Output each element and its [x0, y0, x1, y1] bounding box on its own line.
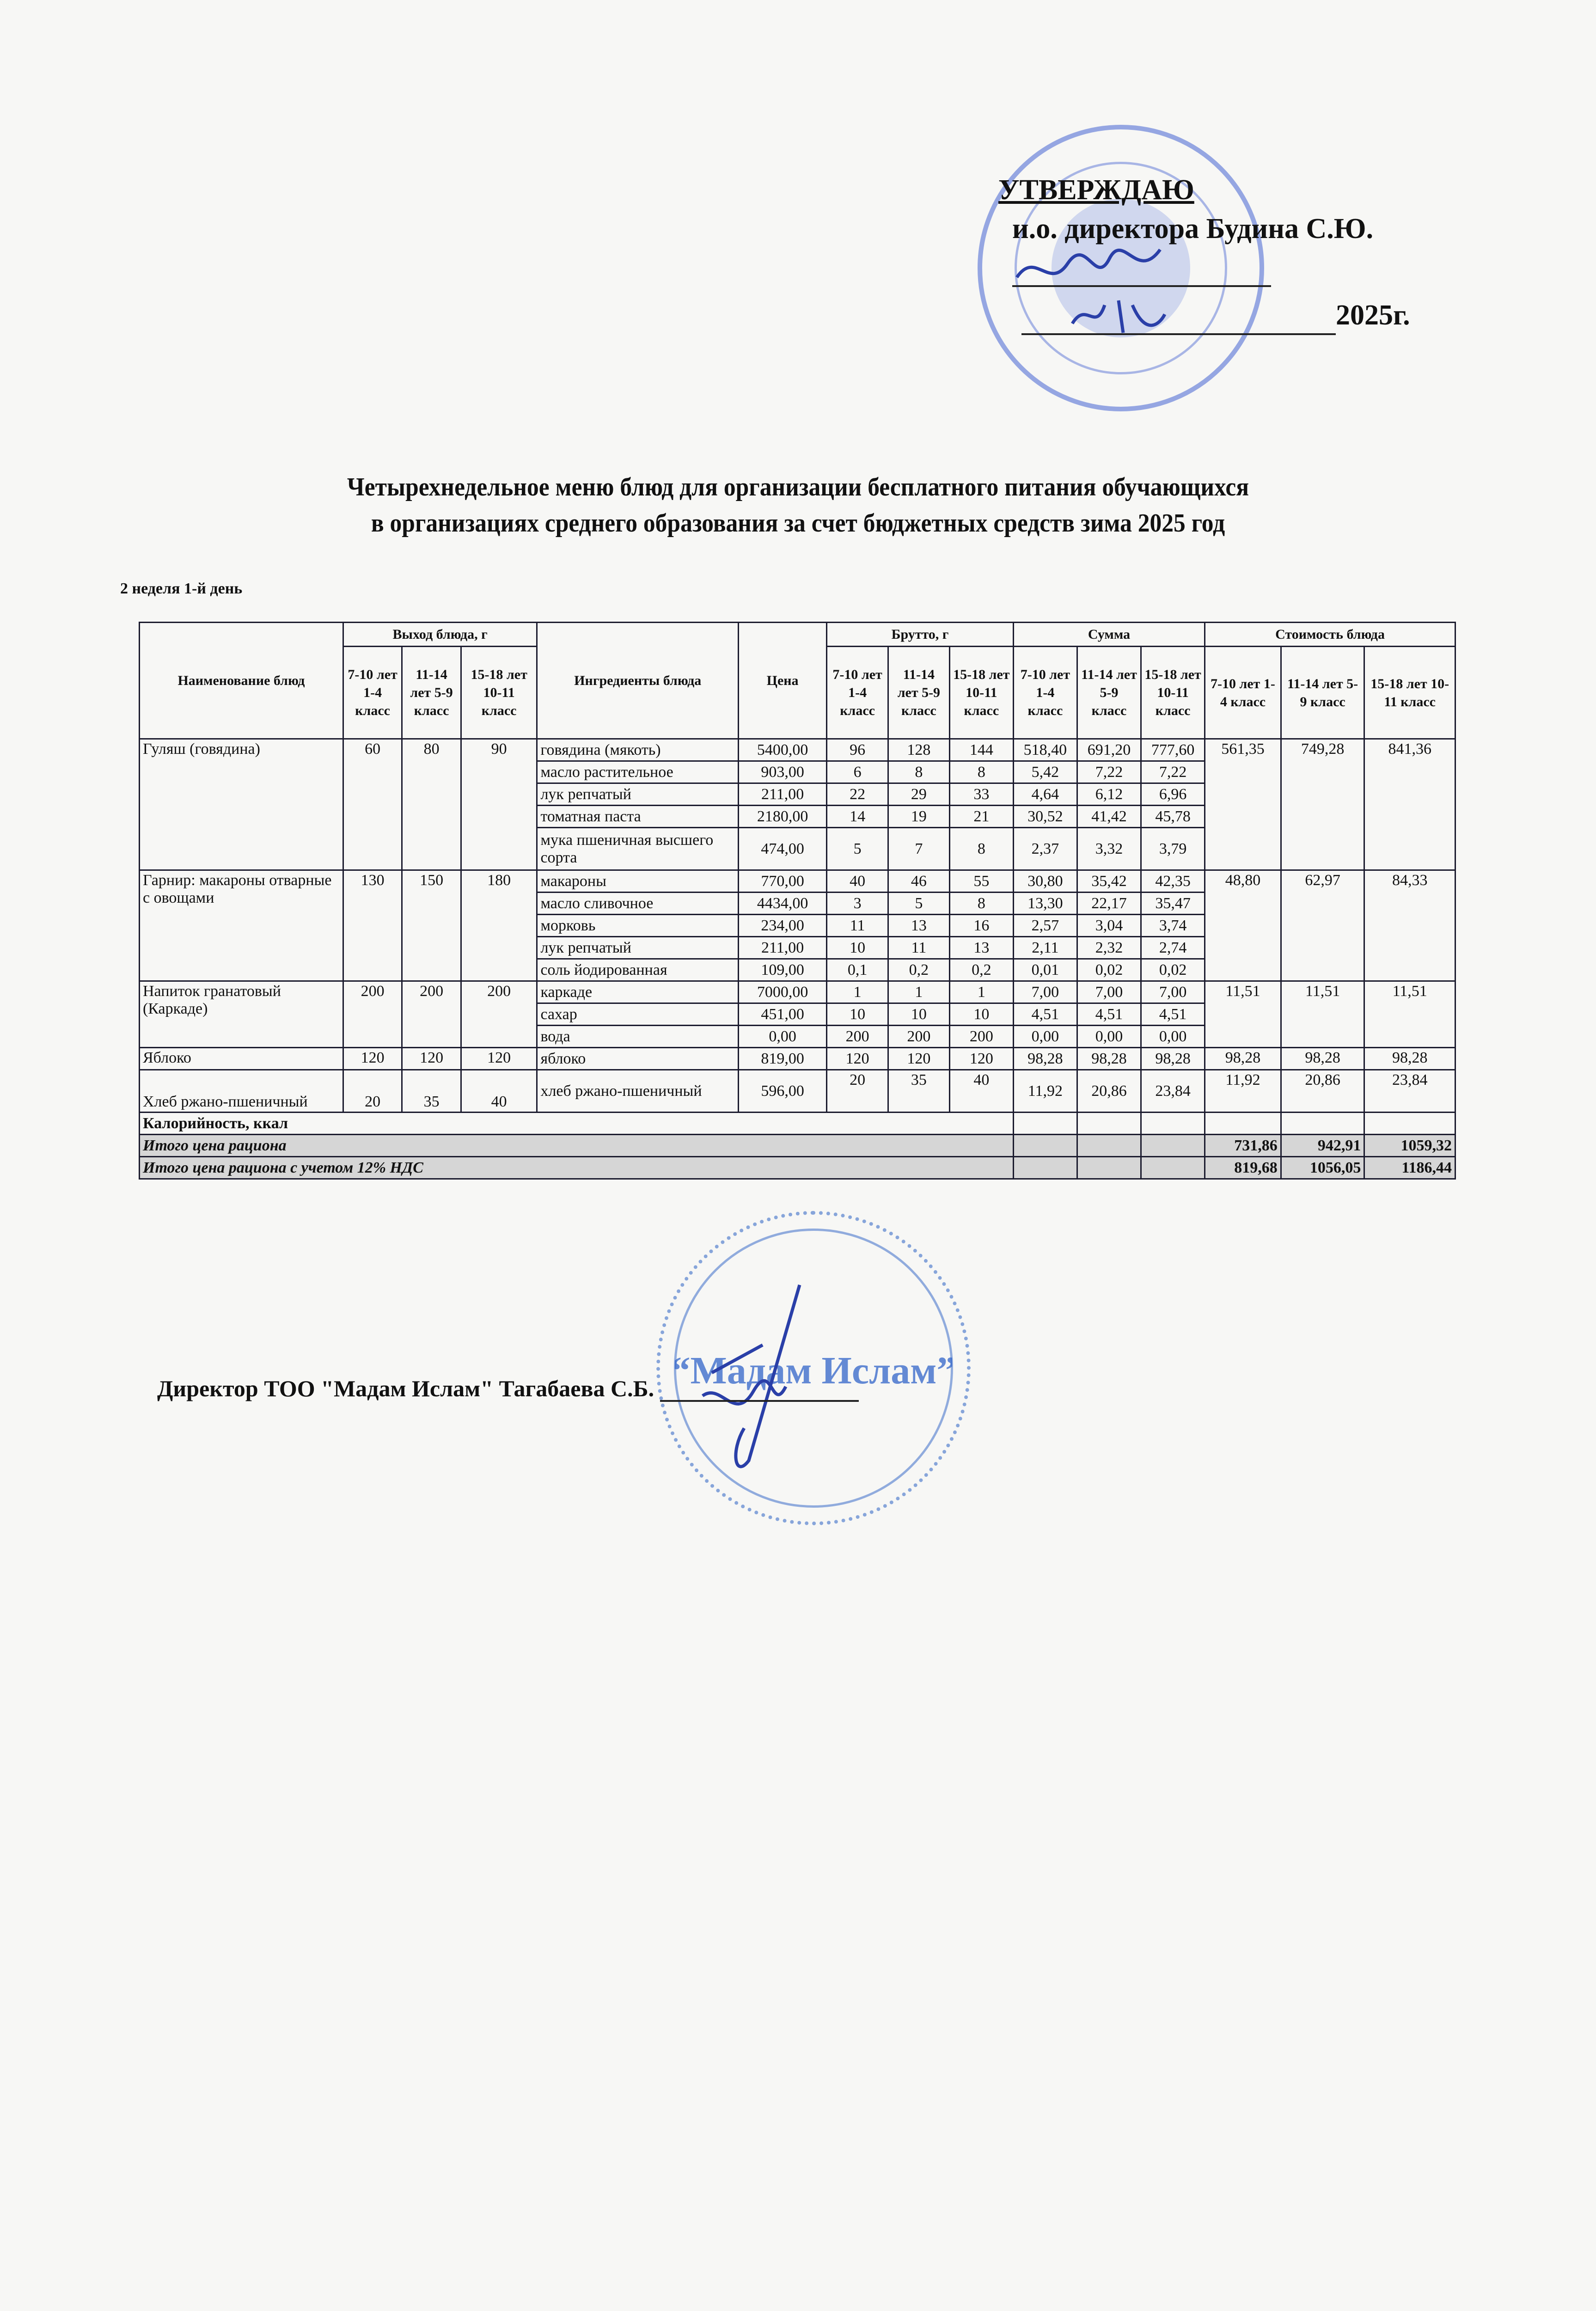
dish-yield: 40	[461, 1070, 537, 1113]
ingredient-price: 7000,00	[739, 981, 827, 1003]
ingredient-brutto: 13	[888, 915, 949, 937]
dish-cost: 48,80	[1205, 870, 1281, 981]
ingredient-name: яблоко	[537, 1048, 739, 1070]
ingredient-sum: 35,42	[1077, 870, 1141, 893]
ingredient-sum: 45,78	[1141, 806, 1205, 828]
header-dish-name: Наименование блюд	[140, 623, 343, 739]
ingredient-name: говядина (мякоть)	[537, 739, 739, 761]
ingredient-price: 819,00	[739, 1048, 827, 1070]
header-cost-col: 7-10 лет 1-4 класс	[1205, 647, 1281, 739]
ingredient-name: хлеб ржано-пшеничный	[537, 1070, 739, 1113]
ingredient-price: 2180,00	[739, 806, 827, 828]
ingredient-name: сахар	[537, 1003, 739, 1026]
totals-value: 1056,05	[1281, 1157, 1364, 1179]
ingredient-brutto: 40	[827, 870, 888, 893]
header-yield-col: 7-10 лет 1-4 класс	[343, 647, 402, 739]
totals-body	[140, 1113, 1455, 1179]
dish-yield: 200	[461, 981, 537, 1048]
ingredient-sum: 4,51	[1077, 1003, 1141, 1026]
ingredient-brutto: 10	[888, 1003, 949, 1026]
totals-row	[140, 1157, 1455, 1179]
approval-signature-line	[1012, 248, 1410, 287]
ingredient-price: 109,00	[739, 959, 827, 981]
ingredient-sum: 0,00	[1013, 1026, 1077, 1048]
ingredient-brutto: 11	[888, 937, 949, 959]
ingredient-sum: 13,30	[1013, 893, 1077, 915]
dish-yield: 90	[461, 739, 537, 870]
ingredient-brutto: 46	[888, 870, 949, 893]
ingredient-brutto: 5	[888, 893, 949, 915]
header-yield-col: 15-18 лет 10-11 класс	[461, 647, 537, 739]
ingredient-price: 596,00	[739, 1070, 827, 1113]
totals-value: 942,91	[1281, 1135, 1364, 1157]
ingredient-name: лук репчатый	[537, 783, 739, 806]
ingredient-brutto: 120	[827, 1048, 888, 1070]
dish-cost: 11,51	[1205, 981, 1281, 1048]
ingredient-sum: 691,20	[1077, 739, 1141, 761]
ingredient-sum: 518,40	[1013, 739, 1077, 761]
dish-cost: 20,86	[1281, 1070, 1364, 1113]
dish-yield: 180	[461, 870, 537, 981]
ingredient-brutto: 40	[949, 1070, 1013, 1113]
ingredient-brutto: 3	[827, 893, 888, 915]
ingredient-brutto: 6	[827, 761, 888, 783]
ingredient-sum: 5,42	[1013, 761, 1077, 783]
ingredient-brutto: 200	[888, 1026, 949, 1048]
dish-name: Напиток гранатовый (Каркаде)	[140, 981, 343, 1048]
dish-cost: 841,36	[1364, 739, 1455, 870]
ingredient-sum: 0,02	[1077, 959, 1141, 981]
approval-year: 2025г.	[1336, 300, 1410, 331]
ingredient-brutto: 120	[949, 1048, 1013, 1070]
title-line-2: в организациях среднего образования за счет бюджетных средств зима 2025 год	[371, 509, 1225, 538]
header-sum: Сумма	[1013, 623, 1205, 647]
dish-cost: 23,84	[1364, 1070, 1455, 1113]
totals-value	[1205, 1113, 1281, 1135]
ingredient-sum: 2,11	[1013, 937, 1077, 959]
ingredient-sum: 4,51	[1013, 1003, 1077, 1026]
dish-name: Гуляш (говядина)	[140, 739, 343, 870]
ingredient-sum: 7,00	[1077, 981, 1141, 1003]
ingredient-price: 903,00	[739, 761, 827, 783]
totals-empty-cell	[1141, 1113, 1205, 1135]
ingredient-name: морковь	[537, 915, 739, 937]
dish-cost: 11,51	[1364, 981, 1455, 1048]
director-line	[157, 1375, 859, 1402]
dish-cost: 98,28	[1364, 1048, 1455, 1070]
ingredient-brutto: 10	[827, 937, 888, 959]
ingredient-brutto: 8	[949, 893, 1013, 915]
header-cost: Стоимость блюда	[1205, 623, 1455, 647]
header-cost-col: 11-14 лет 5-9 класс	[1281, 647, 1364, 739]
ingredient-brutto: 8	[888, 761, 949, 783]
ingredient-brutto: 7	[888, 828, 949, 870]
ingredient-brutto: 5	[827, 828, 888, 870]
ingredient-sum: 23,84	[1141, 1070, 1205, 1113]
dish-name: Хлеб ржано-пшеничный	[140, 1070, 343, 1113]
totals-empty-cell	[1013, 1135, 1077, 1157]
ingredient-sum: 7,00	[1141, 981, 1205, 1003]
ingredient-name: вода	[537, 1026, 739, 1048]
title-line-1: Четырехнедельное меню блюд для организации бесплатного питания обучающихся	[347, 473, 1249, 501]
ingredient-brutto: 200	[949, 1026, 1013, 1048]
ingredient-brutto: 8	[949, 828, 1013, 870]
header-brutto-col: 7-10 лет 1-4 класс	[827, 647, 888, 739]
dish-cost: 11,92	[1205, 1070, 1281, 1113]
header-sum-col: 15-18 лет 10-11 класс	[1141, 647, 1205, 739]
ingredient-row	[140, 1048, 1455, 1070]
ingredient-brutto: 10	[827, 1003, 888, 1026]
ingredient-price: 211,00	[739, 937, 827, 959]
dish-yield: 60	[343, 739, 402, 870]
ingredient-sum: 777,60	[1141, 739, 1205, 761]
totals-empty-cell	[1141, 1157, 1205, 1179]
ingredient-sum: 35,47	[1141, 893, 1205, 915]
ingredient-brutto: 10	[949, 1003, 1013, 1026]
totals-value: 731,86	[1205, 1135, 1281, 1157]
header-brutto-col: 15-18 лет 10-11 класс	[949, 647, 1013, 739]
ingredient-row	[140, 870, 1455, 893]
ingredient-brutto: 200	[827, 1026, 888, 1048]
totals-empty-cell	[1141, 1135, 1205, 1157]
totals-value	[1281, 1113, 1364, 1135]
totals-empty-cell	[1013, 1113, 1077, 1135]
ingredient-sum: 98,28	[1141, 1048, 1205, 1070]
ingredient-brutto: 144	[949, 739, 1013, 761]
ingredient-brutto: 35	[888, 1070, 949, 1113]
header-brutto: Брутто, г	[827, 623, 1014, 647]
totals-empty-cell	[1013, 1157, 1077, 1179]
ingredient-sum: 11,92	[1013, 1070, 1077, 1113]
ingredient-brutto: 120	[888, 1048, 949, 1070]
header-yield: Выход блюда, г	[343, 623, 537, 647]
totals-row	[140, 1113, 1455, 1135]
dish-name: Гарнир: макароны отварные с овощами	[140, 870, 343, 981]
ingredient-price: 5400,00	[739, 739, 827, 761]
ingredient-name: томатная паста	[537, 806, 739, 828]
header-brutto-col: 11-14 лет 5-9 класс	[888, 647, 949, 739]
signature-line	[1012, 267, 1271, 287]
ingredient-name: макароны	[537, 870, 739, 893]
approval-position: и.о. директора Будина С.Ю.	[1012, 213, 1374, 245]
dish-name: Яблоко	[140, 1048, 343, 1070]
dish-yield: 200	[402, 981, 461, 1048]
ingredient-name: мука пшеничная высшего сорта	[537, 828, 739, 870]
ingredient-brutto: 96	[827, 739, 888, 761]
ingredient-sum: 7,00	[1013, 981, 1077, 1003]
header-price: Цена	[739, 623, 827, 739]
document-title	[64, 469, 1532, 542]
ingredient-price: 770,00	[739, 870, 827, 893]
menu-body	[140, 739, 1455, 1113]
ingredient-price: 451,00	[739, 1003, 827, 1026]
ingredient-brutto: 21	[949, 806, 1013, 828]
header-yield-col: 11-14 лет 5-9 класс	[402, 647, 461, 739]
ingredient-brutto: 0,2	[949, 959, 1013, 981]
ingredient-sum: 0,00	[1077, 1026, 1141, 1048]
ingredient-name: масло сливочное	[537, 893, 739, 915]
ingredient-brutto: 19	[888, 806, 949, 828]
ingredient-sum: 98,28	[1013, 1048, 1077, 1070]
dish-yield: 150	[402, 870, 461, 981]
ingredient-sum: 4,64	[1013, 783, 1077, 806]
svg-text:“Мадам Ислам”: “Мадам Ислам”	[675, 1349, 952, 1392]
dish-yield: 120	[343, 1048, 402, 1070]
dish-yield: 120	[461, 1048, 537, 1070]
ingredient-brutto: 1	[827, 981, 888, 1003]
dish-cost: 84,33	[1364, 870, 1455, 981]
ingredient-brutto: 22	[827, 783, 888, 806]
dish-yield: 35	[402, 1070, 461, 1113]
header-sum-col: 11-14 лет 5-9 класс	[1077, 647, 1141, 739]
ingredient-brutto: 0,2	[888, 959, 949, 981]
ingredient-sum: 2,57	[1013, 915, 1077, 937]
ingredient-brutto: 1	[888, 981, 949, 1003]
ingredient-brutto: 8	[949, 761, 1013, 783]
dish-yield: 80	[402, 739, 461, 870]
ingredient-brutto: 29	[888, 783, 949, 806]
ingredient-brutto: 1	[949, 981, 1013, 1003]
ingredient-brutto: 16	[949, 915, 1013, 937]
approval-heading: УТВЕРЖДАЮ	[998, 174, 1194, 206]
ingredient-price: 474,00	[739, 828, 827, 870]
totals-label: Итого цена рациона с учетом 12% НДС	[140, 1157, 1014, 1179]
ingredient-sum: 3,32	[1077, 828, 1141, 870]
menu-table	[139, 622, 1456, 1180]
ingredient-sum: 0,00	[1141, 1026, 1205, 1048]
ingredient-sum: 4,51	[1141, 1003, 1205, 1026]
ingredient-sum: 7,22	[1077, 761, 1141, 783]
dish-cost: 98,28	[1205, 1048, 1281, 1070]
ingredient-brutto: 20	[827, 1070, 888, 1113]
ingredient-row	[140, 739, 1455, 761]
dish-yield: 130	[343, 870, 402, 981]
ingredient-name: лук репчатый	[537, 937, 739, 959]
ingredient-name: соль йодированная	[537, 959, 739, 981]
ingredient-name: каркаде	[537, 981, 739, 1003]
ingredient-name: масло растительное	[537, 761, 739, 783]
ingredient-price: 0,00	[739, 1026, 827, 1048]
header-ingredients: Ингредиенты блюда	[537, 623, 739, 739]
totals-empty-cell	[1077, 1135, 1141, 1157]
dish-cost: 62,97	[1281, 870, 1364, 981]
dish-cost: 749,28	[1281, 739, 1364, 870]
ingredient-sum: 0,01	[1013, 959, 1077, 981]
ingredient-brutto: 11	[827, 915, 888, 937]
ingredient-sum: 2,74	[1141, 937, 1205, 959]
ingredient-brutto: 14	[827, 806, 888, 828]
ingredient-price: 211,00	[739, 783, 827, 806]
dish-cost: 561,35	[1205, 739, 1281, 870]
totals-value: 1186,44	[1364, 1157, 1455, 1179]
totals-value	[1364, 1113, 1455, 1135]
dish-yield: 20	[343, 1070, 402, 1113]
ingredient-sum: 22,17	[1077, 893, 1141, 915]
ingredient-brutto: 33	[949, 783, 1013, 806]
ingredient-brutto: 55	[949, 870, 1013, 893]
totals-value: 1059,32	[1364, 1135, 1455, 1157]
totals-label: Итого цена рациона	[140, 1135, 1014, 1157]
ingredient-sum: 0,02	[1141, 959, 1205, 981]
ingredient-brutto: 128	[888, 739, 949, 761]
ingredient-sum: 30,52	[1013, 806, 1077, 828]
totals-empty-cell	[1077, 1113, 1141, 1135]
ingredient-sum: 41,42	[1077, 806, 1141, 828]
ingredient-brutto: 0,1	[827, 959, 888, 981]
ingredient-sum: 6,96	[1141, 783, 1205, 806]
totals-row	[140, 1135, 1455, 1157]
ingredient-sum: 42,35	[1141, 870, 1205, 893]
totals-value: 819,68	[1205, 1157, 1281, 1179]
dish-cost: 11,51	[1281, 981, 1364, 1048]
ingredient-sum: 30,80	[1013, 870, 1077, 893]
ingredient-sum: 3,79	[1141, 828, 1205, 870]
header-cost-col: 15-18 лет 10-11 класс	[1364, 647, 1455, 739]
ingredient-sum: 2,32	[1077, 937, 1141, 959]
director-text: Директор ТОО "Мадам Ислам" Тагабаева С.Б.	[157, 1376, 654, 1401]
ingredient-sum: 6,12	[1077, 783, 1141, 806]
day-label: 2 неделя 1-й день	[120, 580, 243, 597]
dish-cost: 98,28	[1281, 1048, 1364, 1070]
ingredient-sum: 3,04	[1077, 915, 1141, 937]
director-signature-line	[660, 1395, 859, 1402]
ingredient-sum: 98,28	[1077, 1048, 1141, 1070]
ingredient-row	[140, 981, 1455, 1003]
header-sum-col: 7-10 лет 1-4 класс	[1013, 647, 1077, 739]
ingredient-price: 4434,00	[739, 893, 827, 915]
approval-block	[998, 171, 1410, 335]
totals-label: Калорийность, ккал	[140, 1113, 1014, 1135]
totals-empty-cell	[1077, 1157, 1141, 1179]
ingredient-row	[140, 1070, 1455, 1113]
ingredient-sum: 2,37	[1013, 828, 1077, 870]
date-line	[1021, 315, 1336, 335]
dish-yield: 200	[343, 981, 402, 1048]
ingredient-sum: 3,74	[1141, 915, 1205, 937]
approval-date	[1021, 296, 1410, 335]
ingredient-sum: 7,22	[1141, 761, 1205, 783]
ingredient-sum: 20,86	[1077, 1070, 1141, 1113]
ingredient-brutto: 13	[949, 937, 1013, 959]
dish-yield: 120	[402, 1048, 461, 1070]
ingredient-price: 234,00	[739, 915, 827, 937]
